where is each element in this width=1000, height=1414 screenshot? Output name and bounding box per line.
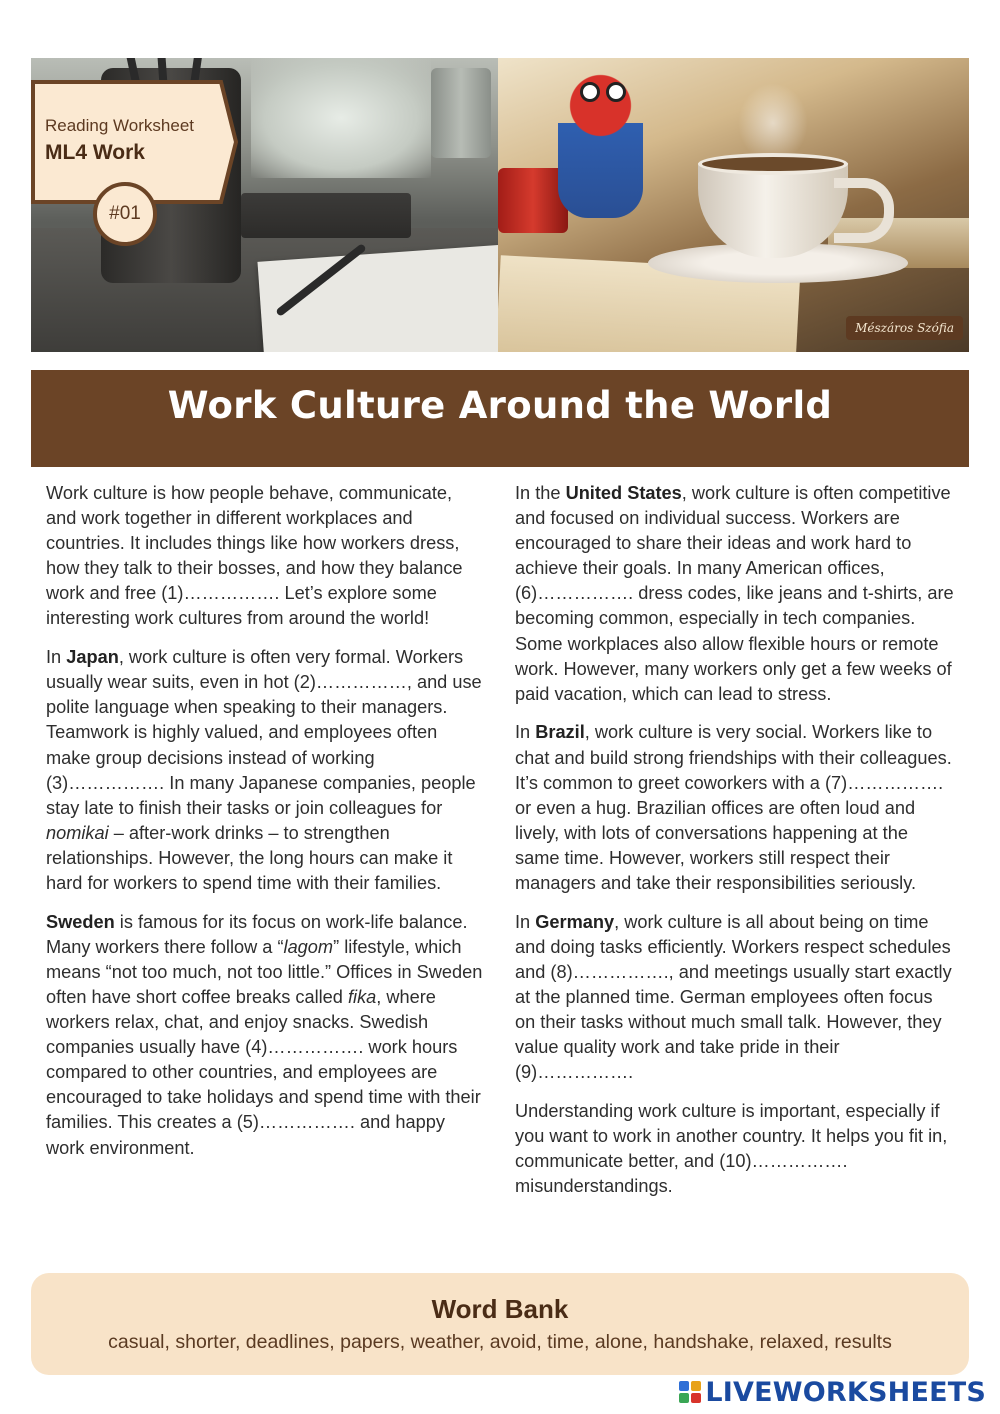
country-japan: Japan (66, 647, 119, 668)
cup-handle (834, 178, 894, 243)
paragraph-sweden (46, 910, 486, 1161)
paragraph-brazil (515, 720, 955, 896)
left-column (46, 481, 486, 1174)
window-light (251, 58, 431, 178)
paragraph-text: is famous for its focus on work-life balance. Many workers there follow a “ (46, 911, 468, 957)
paragraph-intro: Work culture is how people behave, communicate, and work together in different workplaces and countries. It includes things like how workers dress, how they talk to their bosses, and how they balance work and free (1)……………. Let’s explore some interesting work cultures from around the world! (46, 483, 463, 629)
paragraph-germany (515, 910, 955, 1086)
toy-eye (580, 82, 600, 102)
country-united-states: United States (565, 483, 682, 503)
paragraph-text: , where workers relax, chat, and enjoy snacks. Swedish companies usually have (4)……………. work hours compared to other countries, and employees are encouraged to take holidays and spend time with their families. This creates a (5)……………. and happy work environment. (46, 986, 481, 1158)
brand-name: LIVEWORKSHEETS (705, 1376, 986, 1408)
country-brazil: Brazil (535, 722, 585, 743)
paragraph-text: In (515, 722, 536, 743)
toy-figure (558, 68, 643, 218)
term-lagom: lagom (283, 936, 334, 957)
worksheet-number: #01 (93, 182, 157, 246)
paragraph-text: , work culture is all about being on time and doing tasks efficiently. Workers respect schedules and (8)……………., and meetings usually start exactly at the planned time. German employees often focus on their tasks without much small talk. However, they value quality work and take pride in their (9)……………. (515, 911, 952, 1083)
liveworksheets-logo-icon (679, 1381, 701, 1403)
paragraph-conclusion: Understanding work culture is important, especially if you want to work in another country. It helps you fit in, communicate better, and (10)……………. misunderstandings. (515, 1100, 948, 1197)
photo-credit: Mészáros Szófia (846, 316, 963, 340)
paragraph-text: , work culture is often competitive and focused on individual success. Workers are encouraged to share their ideas and work hard to achieve their goals. In many American offices, (6)……………. dress codes, like jeans and t-shirts, are becoming common, especially in tech companies. Some workplaces also allow flexible hours or remote work. However, many workers only get a few weeks of paid vacation, which can lead to stress. (515, 483, 954, 704)
logo-square (679, 1381, 689, 1391)
mug-shape (431, 68, 491, 158)
coffee-photo (498, 58, 969, 352)
text-in: In (46, 647, 67, 668)
worksheet-level: ML4 Work (45, 141, 145, 164)
paragraph-text: In the (515, 483, 566, 503)
logo-square (679, 1393, 689, 1403)
coffee-surface (698, 153, 848, 175)
paragraph-japan (46, 645, 486, 896)
liveworksheets-brand[interactable] (679, 1376, 986, 1408)
page-title: Work Culture Around the World (167, 384, 833, 427)
steam-shape (738, 83, 808, 163)
logo-square (691, 1393, 701, 1403)
worksheet-type: Reading Worksheet (45, 116, 194, 135)
paragraph-text: In (515, 911, 536, 932)
word-bank-words: casual, shorter, deadlines, papers, weather, avoid, time, alone, handshake, relaxed, results (108, 1331, 892, 1353)
title-bar (31, 370, 969, 467)
paragraph-text: , work culture is often very formal. Workers usually wear suits, even in hot (2)……………, and use polite language when speaking to their managers. Teamwork is highly valued, and employees often make group decisions instead of working (3)……………. In many Japanese companies, people stay late to finish their tasks or join colleagues for (46, 647, 482, 818)
word-bank-title: Word Bank (431, 1294, 569, 1324)
toy-eye (606, 82, 626, 102)
paragraph-united-states (515, 481, 955, 707)
country-sweden: Sweden (46, 911, 115, 932)
term-nomikai: nomikai (46, 822, 109, 843)
term-fika: fika (347, 986, 377, 1007)
logo-square (691, 1381, 701, 1391)
paragraph-text: ” lifestyle, which means “not too much, not too little.” Offices in Sweden often have short coffee breaks called (46, 936, 483, 1007)
notebook-shape (241, 193, 411, 238)
worksheet-tag (31, 80, 237, 224)
country-germany: Germany (535, 911, 615, 932)
right-column (515, 481, 955, 1213)
paragraph-text: , work culture is very social. Workers like to chat and build strong friendships with their colleagues. It’s common to greet coworkers with a (7)……………. or even a hug. Brazilian offices are often loud and lively, with lots of conversations happening at the same time. However, workers still respect their managers and take their responsibilities seriously. (515, 722, 952, 893)
word-bank (31, 1273, 969, 1375)
paragraph-text: – after-work drinks – to strengthen relationships. However, the long hours can make it hard for workers to spend time with their families. (46, 822, 453, 893)
